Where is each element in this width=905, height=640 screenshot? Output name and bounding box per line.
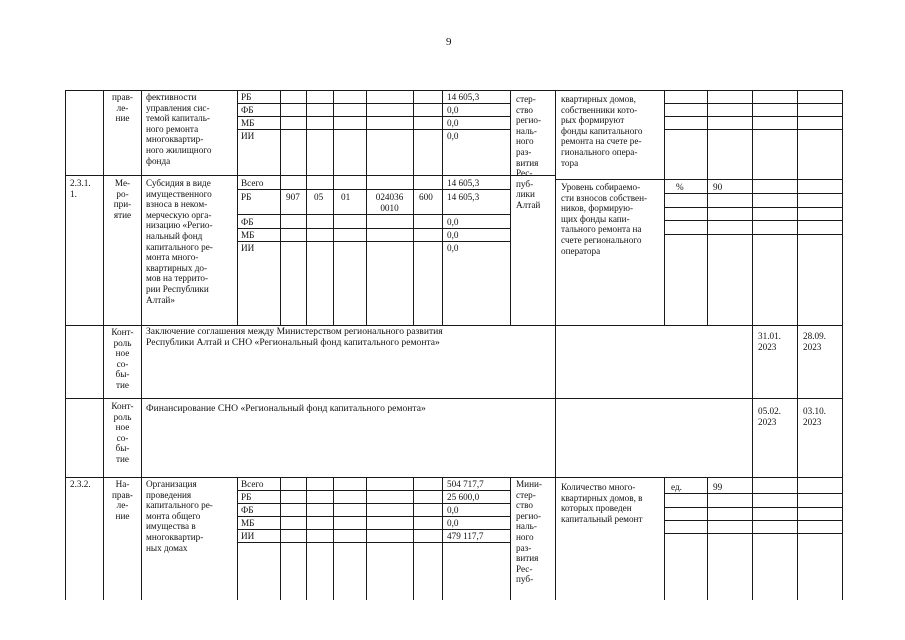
cell-line: темой капиталь- bbox=[146, 113, 210, 124]
funding-source: МБ bbox=[241, 118, 255, 128]
cell-line: ство bbox=[516, 500, 533, 511]
cell-line: вития bbox=[516, 553, 539, 564]
grid-line bbox=[555, 179, 842, 180]
cell-line: пуб- bbox=[516, 178, 534, 189]
indicator-cell bbox=[561, 182, 661, 256]
cell-line: тие bbox=[115, 379, 129, 390]
cell-line: квартирных домов, в bbox=[561, 492, 643, 503]
cell-line: оператора bbox=[561, 245, 601, 256]
grid-line bbox=[664, 520, 842, 521]
cell-line: ного bbox=[516, 531, 534, 542]
amount: 14 605,3 bbox=[447, 192, 480, 202]
cell-line: тие bbox=[115, 453, 129, 464]
amount: 25 600,0 bbox=[447, 492, 480, 502]
cell-line: собственники кото- bbox=[561, 104, 638, 115]
grid-line bbox=[65, 398, 842, 399]
event-date-start bbox=[758, 406, 781, 427]
amount: 14 605,3 bbox=[447, 178, 480, 188]
cell-line: фонды капитального bbox=[561, 125, 643, 136]
cell-line: регио- bbox=[516, 115, 542, 126]
cell-line: рии Республики bbox=[146, 283, 209, 294]
grid-line bbox=[664, 103, 842, 104]
cell-line: квартирных домов, bbox=[561, 94, 636, 104]
grid-line bbox=[237, 228, 510, 229]
amount: 0,0 bbox=[447, 217, 459, 227]
cell-line: счете регионального bbox=[561, 234, 642, 245]
target-value: 90 bbox=[713, 182, 723, 192]
cell-line: монта много- bbox=[146, 252, 199, 263]
cell-line: ного жилищного bbox=[146, 144, 212, 155]
cell-line: наль- bbox=[516, 521, 537, 532]
funding-source: РБ bbox=[241, 492, 252, 502]
cell-line: На- bbox=[115, 479, 130, 489]
funding-source: РБ bbox=[241, 192, 252, 202]
amount: 504 717,7 bbox=[447, 479, 484, 489]
row-number bbox=[70, 178, 91, 199]
grid-line bbox=[442, 90, 443, 325]
cell-line: капитального ре- bbox=[146, 500, 213, 511]
cell-line: 2023 bbox=[803, 416, 822, 427]
amount: 479 117,7 bbox=[447, 531, 484, 541]
cell-line: 024036 bbox=[375, 192, 404, 202]
subsection-code: 01 bbox=[341, 192, 351, 202]
funding-source: ИИ bbox=[241, 531, 255, 541]
executor-cell bbox=[516, 94, 554, 211]
cell-line: Республики Алтай и СНО «Региональный фонд капитального ремонта» bbox=[146, 336, 440, 348]
unit: % bbox=[676, 182, 684, 192]
amount: 0,0 bbox=[447, 505, 459, 515]
cell-line: ного bbox=[516, 136, 534, 147]
cell-line: прав- bbox=[112, 489, 133, 500]
grid-line bbox=[664, 116, 842, 117]
cell-line: 0010 bbox=[380, 202, 399, 213]
cell-line: стер- bbox=[516, 94, 536, 104]
grid-line bbox=[65, 90, 66, 600]
cell-line: Рес- bbox=[516, 563, 533, 574]
cell-line: имущественного bbox=[146, 188, 212, 199]
grid-line bbox=[555, 90, 556, 600]
cell-line: имущества в bbox=[146, 521, 196, 532]
row-type-cell bbox=[104, 479, 141, 521]
cell-line: ле- bbox=[116, 500, 129, 511]
cell-line: бы- bbox=[115, 369, 130, 380]
cell-line: управления сис- bbox=[146, 102, 210, 113]
grid-line bbox=[510, 477, 511, 600]
activity-name-cell bbox=[146, 92, 234, 166]
funding-source: ФБ bbox=[241, 105, 254, 115]
grid-line bbox=[237, 529, 510, 530]
amount: 0,0 bbox=[447, 243, 459, 253]
cell-line: Ме- bbox=[114, 178, 131, 188]
cell-line: капитальный ремонт bbox=[561, 513, 643, 524]
cell-line: раз- bbox=[516, 542, 532, 553]
funding-source: ФБ bbox=[241, 217, 254, 227]
cell-line: 28.09. bbox=[803, 331, 826, 341]
grid-line bbox=[237, 90, 238, 325]
grid-line bbox=[237, 189, 510, 190]
grid-line bbox=[237, 477, 238, 600]
cell-line: мов на террито- bbox=[146, 273, 209, 284]
cell-line: роль bbox=[113, 337, 132, 348]
grid-line bbox=[237, 129, 510, 130]
cell-line: Алтай» bbox=[146, 294, 175, 305]
cell-line: лики bbox=[516, 189, 535, 200]
cell-line: роль bbox=[113, 411, 132, 422]
cell-line: ние bbox=[115, 113, 130, 124]
page-number: 9 bbox=[446, 36, 452, 48]
funding-source: Всего bbox=[241, 178, 264, 188]
target-article-code bbox=[366, 192, 413, 213]
cell-line: Заключение соглашения между Министерством регионального развития bbox=[146, 326, 443, 337]
cell-line: вития bbox=[516, 157, 539, 168]
cell-line: тального ремонта на bbox=[561, 224, 642, 235]
grid-line bbox=[752, 90, 753, 600]
amount: 0,0 bbox=[447, 105, 459, 115]
event-date-end bbox=[803, 331, 826, 352]
row-type-cell bbox=[104, 178, 141, 220]
cell-line: ное bbox=[115, 348, 130, 359]
grid-line bbox=[664, 220, 842, 221]
indicator-cell bbox=[561, 482, 661, 524]
row-type-cell bbox=[104, 92, 141, 124]
grid-line bbox=[664, 507, 842, 508]
cell-line: наль- bbox=[516, 125, 537, 136]
cell-line: Уровень собираемо- bbox=[561, 182, 641, 192]
cell-line: ников, формирую- bbox=[561, 203, 634, 214]
cell-line: монта общего bbox=[146, 510, 201, 521]
grid-line bbox=[510, 90, 511, 325]
activity-name-cell bbox=[146, 479, 234, 553]
cell-line: многоквартир- bbox=[146, 531, 204, 542]
grid-line bbox=[237, 103, 510, 104]
event-date-end bbox=[803, 406, 826, 427]
cell-line: 31.01. bbox=[758, 331, 781, 341]
cell-line: Алтай bbox=[516, 199, 541, 210]
grid-line bbox=[664, 533, 842, 534]
cell-line: 1. bbox=[70, 188, 77, 199]
amount: 0,0 bbox=[447, 131, 459, 141]
grid-line bbox=[664, 207, 842, 208]
grid-line bbox=[664, 234, 842, 235]
event-type-cell bbox=[104, 327, 141, 391]
cell-line: взноса в неком- bbox=[146, 199, 208, 210]
cell-line: 2023 bbox=[758, 416, 777, 427]
cell-line: Финансирование СНО «Региональный фонд капитального ремонта» bbox=[146, 403, 426, 414]
cell-line: щих фонды капи- bbox=[561, 213, 630, 224]
cell-line: проведения bbox=[146, 489, 192, 500]
cell-line: со- bbox=[116, 432, 129, 443]
grid-line bbox=[413, 477, 414, 600]
cell-line: ство bbox=[516, 104, 533, 115]
cell-line: пуб- bbox=[516, 574, 534, 585]
cell-line: при- bbox=[113, 199, 132, 210]
event-description bbox=[146, 404, 426, 415]
cell-line: Рес- bbox=[516, 168, 533, 179]
funding-source: МБ bbox=[241, 518, 255, 528]
funding-source: РБ bbox=[241, 92, 252, 102]
funding-source: Всего bbox=[241, 479, 264, 489]
amount: 0,0 bbox=[447, 518, 459, 528]
expense-type-code: 600 bbox=[419, 192, 433, 202]
cell-line: ле- bbox=[116, 102, 129, 113]
amount: 0,0 bbox=[447, 230, 459, 240]
funding-source: ИИ bbox=[241, 243, 255, 253]
cell-line: регио- bbox=[516, 510, 542, 521]
activity-name-cell bbox=[146, 178, 234, 305]
grid-line bbox=[664, 477, 665, 600]
amount: 0,0 bbox=[447, 118, 459, 128]
cell-line: мерческую орга- bbox=[146, 209, 212, 220]
cell-line: Конт- bbox=[111, 327, 134, 337]
cell-line: стер- bbox=[516, 489, 536, 500]
cell-line: тора bbox=[561, 157, 579, 168]
cell-line: ние bbox=[115, 510, 130, 521]
grid-line bbox=[664, 129, 842, 130]
grid-line bbox=[306, 477, 307, 600]
cell-line: 05.02. bbox=[758, 406, 781, 416]
cell-line: раз- bbox=[516, 146, 532, 157]
target-value: 99 bbox=[713, 482, 723, 492]
grid-line bbox=[413, 90, 414, 325]
cell-line: гионального опера- bbox=[561, 146, 638, 157]
cell-line: Организация bbox=[146, 479, 197, 489]
cell-line: 2.3.1. bbox=[70, 178, 91, 188]
funding-source: ИИ bbox=[241, 131, 255, 141]
unit: ед. bbox=[671, 482, 682, 492]
grid-line bbox=[664, 493, 842, 494]
executor-cell bbox=[516, 479, 554, 585]
grid-line bbox=[237, 214, 510, 215]
event-date-start bbox=[758, 331, 781, 352]
grid-line bbox=[141, 90, 142, 600]
cell-line: которых проведен bbox=[561, 503, 632, 514]
funding-source: МБ bbox=[241, 230, 255, 240]
funding-source: ФБ bbox=[241, 505, 254, 515]
row-number: 2.3.2. bbox=[70, 479, 91, 489]
cell-line: 2023 bbox=[803, 341, 822, 352]
cell-line: 2023 bbox=[758, 341, 777, 352]
cell-line: многоквартир- bbox=[146, 134, 204, 145]
cell-line: фонда bbox=[146, 155, 171, 166]
grid-line bbox=[366, 477, 367, 600]
cell-line: Субсидия в виде bbox=[146, 178, 211, 188]
cell-line: прав- bbox=[112, 92, 133, 102]
cell-line: нальный фонд bbox=[146, 230, 203, 241]
grid-line bbox=[237, 490, 510, 491]
cell-line: ятие bbox=[113, 209, 132, 220]
grid-line bbox=[65, 90, 842, 91]
indicator-cell bbox=[561, 94, 661, 168]
cell-line: со- bbox=[116, 358, 129, 369]
grid-line bbox=[306, 90, 307, 325]
amount: 14 605,3 bbox=[447, 92, 480, 102]
cell-line: ное bbox=[115, 422, 130, 433]
cell-line: Мини- bbox=[516, 479, 542, 489]
event-type-cell bbox=[104, 401, 141, 465]
cell-line: сти взносов собствен- bbox=[561, 192, 648, 203]
grid-line bbox=[280, 477, 281, 600]
grid-line bbox=[237, 241, 510, 242]
cell-line: 03.10. bbox=[803, 406, 826, 416]
cell-line: капитального ре- bbox=[146, 241, 213, 252]
cell-line: ного ремонта bbox=[146, 123, 199, 134]
cell-line: квартирных до- bbox=[146, 262, 208, 273]
cell-line: ремонта на счете ре- bbox=[561, 136, 642, 147]
grid-line bbox=[442, 477, 443, 600]
grid-line bbox=[237, 503, 510, 504]
cell-line: ро- bbox=[116, 188, 129, 199]
grid-line bbox=[237, 116, 510, 117]
cell-line: ных домах bbox=[146, 542, 188, 553]
cell-line: низацию «Регио- bbox=[146, 220, 213, 231]
grid-line bbox=[707, 477, 708, 600]
cell-line: рых формируют bbox=[561, 115, 625, 126]
grid-line bbox=[797, 90, 798, 600]
grid-line bbox=[280, 90, 281, 325]
cell-line: фективности bbox=[146, 92, 197, 102]
cell-line: Количество много- bbox=[561, 482, 636, 492]
cell-line: Конт- bbox=[111, 401, 134, 411]
event-description bbox=[146, 327, 443, 348]
grid-line bbox=[237, 542, 510, 543]
grid-line bbox=[65, 175, 555, 176]
grid-line bbox=[664, 193, 842, 194]
grid-line bbox=[65, 477, 842, 478]
grid-line bbox=[333, 477, 334, 600]
grbs-code: 907 bbox=[286, 192, 300, 202]
cell-line: бы- bbox=[115, 443, 130, 454]
grid-line bbox=[842, 90, 843, 600]
section-code: 05 bbox=[314, 192, 324, 202]
grid-line bbox=[333, 90, 334, 325]
grid-line bbox=[237, 516, 510, 517]
